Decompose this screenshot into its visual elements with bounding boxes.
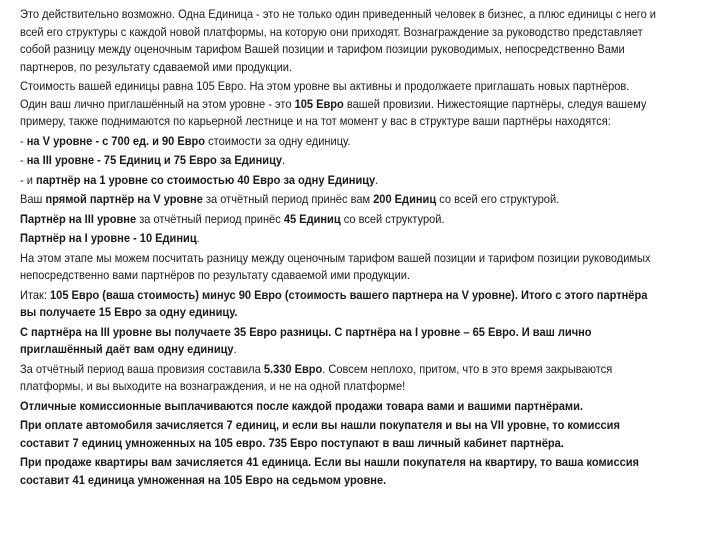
partner-level-5-line: [20, 133, 656, 151]
apartment-sale-emphasis: При продаже квартиры вам зачисляется 41 единица. Если вы нашли покупателя на квартиру, то ваша комиссия составит 41 единица умноженная на 105 Евро на седьмом уровне.: [20, 455, 640, 487]
partner-level-5-emphasis: на V уровне - с 700 ед. и 90 Евро: [26, 133, 206, 148]
list-dash: -: [20, 153, 27, 167]
direct-partner-emphasis: прямой партнёр на V уровне: [45, 192, 203, 206]
list-dash: - и: [20, 172, 37, 187]
total-provision-tail: . Совсем неплохо, притом, что в это время закрываются платформы, и вы выходите на вознаграждения, и не на одной платформе!: [20, 361, 613, 393]
direct-partner-units: 200 Единиц: [373, 192, 437, 206]
direct-partner-text-tail: со всей его структурой.: [436, 192, 560, 206]
unit-cost-text-tail: вашей провизии. Нижестоящие партнёры, следуя вашему примеру, также поднимаются по карьерной лестнице и на тот момент у вас в структуре ваши партнёры находятся:: [20, 96, 647, 128]
level-3-partner-emphasis: Партнёр на III уровне: [20, 211, 137, 226]
paragraph-level-3-partner: [20, 211, 656, 229]
partner-level-3-emphasis: на III уровне - 75 Единиц и 75 Евро за Единицу: [26, 153, 283, 167]
paragraph-calculation: [20, 287, 656, 322]
level-3-partner-tail: со всей структурой.: [340, 211, 445, 226]
calculation-lead: Итак:: [20, 287, 51, 302]
paragraph-level-1-partner: [20, 230, 656, 248]
paragraph-level-difference: [20, 324, 656, 359]
document-body: [20, 6, 656, 491]
paragraph-intro: Это действительно возможно. Одна Единица - это не только один приведенный человек в бизнес, а плюс единицы с него и всей его структуры с каждой новой платформы, на которую они приходят. Вознаграждение за руководство представляет собой разницу между оценочным тарифом Вашей позиции и тарифом позиции руководимых, непосредственно Вами партнеров, по результату сдаваемой ими продукции.: [20, 7, 656, 74]
commissions-emphasis: Отличные комиссионные выплачиваются после каждой продажи товара вами и вашими партнёрами.: [20, 398, 583, 413]
unit-cost-text: Стоимость вашей единицы равна 105 Евро. На этом уровне вы активны и продолжаете приглашать новых партнёров. Один ваш лично приглашённый на этом уровне - это: [20, 79, 630, 111]
level-1-partner-emphasis: Партнёр на I уровне - 10 Единиц: [20, 231, 197, 245]
level-1-partner-tail: .: [196, 231, 200, 245]
partner-level-3-line: [20, 152, 656, 170]
paragraph-total-provision: [20, 361, 656, 396]
partner-level-1-line: [20, 172, 656, 190]
direct-partner-text: Ваш: [20, 192, 46, 206]
level-3-partner-units: 45 Единиц: [283, 211, 341, 226]
paragraph-apartment-sale: [20, 454, 656, 489]
partner-level-1-tail: .: [375, 172, 379, 187]
calculation-emphasis: 105 Евро (ваша стоимость) минус 90 Евро (стоимость вашего партнера на V уровне). Итого с этого партнёра вы получаете 15 Евро за одну единицу.: [20, 287, 648, 319]
partner-level-5-tail: стоимости за одну единицу.: [205, 133, 351, 148]
partner-level-1-emphasis: партнёр на 1 уровне со стоимостью 40 Евро за одну Единицу: [36, 172, 376, 187]
unit-cost-emphasis: 105 Евро: [294, 96, 344, 111]
list-dash: -: [20, 133, 27, 148]
direct-partner-text-mid: за отчётный период принёс вам: [202, 192, 374, 206]
paragraph-commissions: [20, 398, 656, 416]
total-provision-text: За отчётный период ваша провизия составила: [20, 361, 264, 376]
level-3-partner-text: за отчётный период принёс: [136, 211, 284, 226]
level-difference-tail: .: [233, 342, 237, 356]
level-difference-emphasis: С партнёра на III уровне вы получаете 35 Евро разницы. С партнёра на I уровне – 65 Евро. И ваш лично приглашённый даёт вам одну единицу: [20, 324, 592, 356]
partner-level-3-tail: .: [282, 153, 286, 167]
paragraph-direct-partner: [20, 191, 656, 209]
car-payment-emphasis: При оплате автомобиля зачисляется 7 единиц, и если вы нашли покупателя и вы на VII уровне, то комиссия составит 7 единиц умноженных на 105 евро. 735 Евро поступают в ваш личный кабинет партнёра.: [20, 418, 620, 450]
paragraph-unit-cost: [20, 78, 656, 131]
total-provision-amount: 5.330 Евро: [263, 361, 323, 376]
paragraph-difference: На этом этапе мы можем посчитать разницу между оценочным тарифом вашей позиции и тарифом позиции руководимых непосредственно вами партнёров по результату сдаваемой ими продукции.: [20, 250, 651, 282]
paragraph-car-payment: [20, 417, 656, 452]
